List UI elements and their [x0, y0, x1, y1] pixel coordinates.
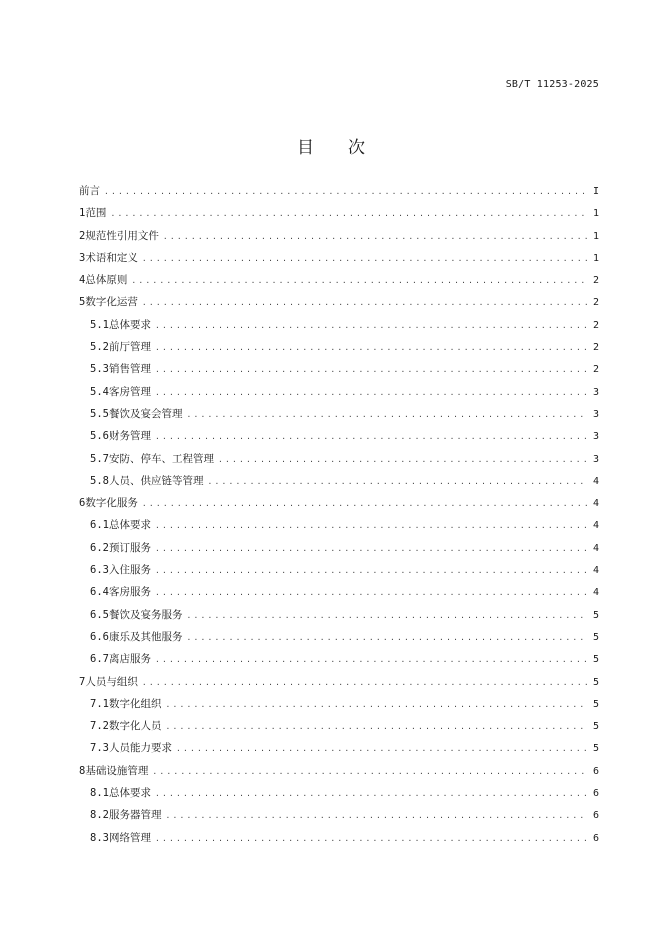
toc-leader-dots [155, 538, 587, 560]
toc-entry-page: 4 [592, 587, 599, 599]
toc-entry[interactable] [79, 470, 599, 492]
toc-entry-label: 客房管理 [108, 385, 151, 398]
toc-entry-page: 5 [592, 698, 599, 710]
toc-leader-dots [155, 337, 587, 359]
toc-leader-dots [218, 449, 587, 471]
toc-entry[interactable] [79, 782, 599, 804]
toc-entry-number: 6.7 [90, 653, 109, 666]
toc-entry-label: 安防、停车、工程管理 [108, 452, 214, 465]
toc-entry-page: 2 [592, 297, 599, 309]
toc-entry-number: 8 [79, 764, 86, 777]
toc-entry[interactable] [79, 403, 599, 425]
toc-entry-label: 网络管理 [108, 831, 151, 844]
toc-entry-page: 2 [592, 275, 599, 287]
toc-entry-number: 1 [79, 207, 86, 220]
toc-entry-number: 8.3 [90, 831, 109, 844]
toc-entry-page: 3 [592, 408, 599, 420]
toc-entry-label: 前言 [79, 185, 100, 197]
toc-entry[interactable] [79, 537, 599, 559]
toc-entry-number: 6.3 [90, 564, 109, 577]
toc-entry-label: 数字化人员 [108, 720, 162, 733]
toc-entry[interactable] [79, 314, 599, 336]
toc-leader-dots [155, 382, 587, 404]
toc-entry[interactable] [79, 760, 599, 782]
toc-leader-dots [155, 582, 587, 604]
toc-entry-page: 2 [592, 319, 599, 331]
toc-entry-number: 7.1 [90, 697, 109, 710]
toc-entry-number: 5.7 [90, 452, 109, 465]
toc-entry-page: 6 [592, 832, 599, 844]
toc-entry-label: 基础设施管理 [85, 764, 149, 777]
toc-leader-dots [163, 226, 587, 248]
toc-entry-label: 客房服务 [108, 586, 151, 599]
toc-entry-page: 4 [592, 565, 599, 577]
toc-entry-label: 术语和定义 [85, 251, 138, 264]
toc-entry[interactable] [79, 381, 599, 403]
toc-entry-number: 7.2 [90, 720, 109, 733]
table-of-contents [79, 180, 599, 849]
toc-entry-label: 人员能力要求 [108, 742, 172, 755]
toc-entry-number: 6.1 [90, 519, 109, 532]
toc-entry-number: 8.2 [90, 809, 109, 822]
toc-entry[interactable] [79, 202, 599, 224]
page-title: 目次 [297, 138, 399, 158]
toc-entry-page: 3 [592, 453, 599, 465]
toc-entry-page: 5 [592, 743, 599, 755]
toc-entry-number: 6.6 [90, 630, 109, 643]
toc-leader-dots [142, 672, 587, 694]
toc-leader-dots [155, 828, 587, 850]
toc-entry-label: 入住服务 [108, 564, 151, 577]
toc-leader-dots [207, 471, 587, 493]
toc-entry-label: 总体要求 [108, 318, 151, 331]
toc-leader-dots [142, 248, 587, 270]
toc-entry-number: 5.1 [90, 318, 109, 331]
toc-entry-label: 离店服务 [108, 653, 151, 666]
toc-entry[interactable] [79, 425, 599, 447]
toc-leader-dots [104, 181, 587, 203]
toc-entry[interactable] [79, 291, 599, 313]
toc-entry-number: 6.5 [90, 608, 109, 621]
standard-code: SB/T 11253-2025 [505, 79, 599, 90]
toc-entry-label: 销售管理 [108, 363, 151, 376]
toc-leader-dots [155, 315, 587, 337]
toc-entry-page: 2 [592, 342, 599, 354]
toc-entry-page: 1 [592, 230, 599, 242]
toc-entry-number: 5 [79, 296, 86, 309]
toc-leader-dots [155, 649, 587, 671]
toc-entry[interactable] [79, 626, 599, 648]
toc-entry-label: 范围 [85, 207, 107, 220]
toc-leader-dots [176, 738, 587, 760]
toc-entry-page: 5 [592, 676, 599, 688]
toc-entry-label: 康乐及其他服务 [108, 630, 183, 643]
toc-entry[interactable] [79, 715, 599, 737]
toc-leader-dots [155, 560, 587, 582]
toc-entry[interactable] [79, 604, 599, 626]
toc-entry-label: 前厅管理 [108, 341, 151, 354]
toc-entry-label: 餐饮及宴会管理 [108, 407, 183, 420]
toc-entry-label: 餐饮及宴务服务 [108, 608, 183, 621]
toc-entry-page: 4 [592, 498, 599, 510]
toc-entry[interactable] [79, 559, 599, 581]
toc-entry-number: 6.4 [90, 586, 109, 599]
toc-leader-dots [186, 605, 587, 627]
toc-entry-label: 财务管理 [108, 430, 151, 443]
toc-entry-number: 4 [79, 274, 86, 287]
toc-entry-label: 人员、供应链等管理 [108, 474, 204, 487]
toc-leader-dots [165, 694, 587, 716]
toc-entry-label: 规范性引用文件 [85, 229, 159, 242]
toc-entry-number: 5.4 [90, 385, 109, 398]
toc-entry-page: 1 [592, 252, 599, 264]
toc-entry-label: 服务器管理 [108, 809, 162, 822]
toc-entry-number: 5.6 [90, 430, 109, 443]
toc-entry-page: 5 [592, 721, 599, 733]
toc-entry[interactable] [79, 336, 599, 358]
toc-entry[interactable] [79, 514, 599, 536]
toc-entry[interactable] [79, 671, 599, 693]
toc-entry-label: 预订服务 [108, 541, 151, 554]
toc-entry-number: 7 [79, 675, 86, 688]
toc-entry[interactable] [79, 492, 599, 514]
toc-entry[interactable] [79, 180, 599, 202]
toc-leader-dots [186, 627, 587, 649]
toc-entry-label: 总体要求 [108, 787, 151, 800]
toc-entry-page: 6 [592, 788, 599, 800]
toc-entry-number: 5.2 [90, 341, 109, 354]
toc-entry-page: 1 [592, 208, 599, 220]
toc-entry-number: 7.3 [90, 742, 109, 755]
toc-entry-label: 人员与组织 [85, 675, 138, 688]
toc-entry[interactable] [79, 693, 599, 715]
toc-entry[interactable] [79, 358, 599, 380]
toc-entry-number: 5.3 [90, 363, 109, 376]
toc-entry-page: 3 [592, 386, 599, 398]
toc-leader-dots [155, 783, 587, 805]
toc-entry-page: 5 [592, 631, 599, 643]
toc-entry-number: 8.1 [90, 787, 109, 800]
toc-entry-number: 5.5 [90, 407, 109, 420]
toc-leader-dots [131, 270, 587, 292]
toc-entry-page: 6 [592, 810, 599, 822]
toc-entry-page: 5 [592, 654, 599, 666]
toc-leader-dots [155, 359, 587, 381]
toc-entry[interactable] [79, 225, 599, 247]
toc-entry[interactable] [79, 247, 599, 269]
toc-entry-label: 总体原则 [85, 274, 128, 287]
toc-entry-page: 4 [592, 520, 599, 532]
toc-entry-number: 3 [79, 251, 86, 264]
toc-entry-page: 4 [592, 475, 599, 487]
toc-entry-label: 数字化运营 [85, 296, 138, 309]
toc-leader-dots [142, 292, 587, 314]
toc-leader-dots [165, 716, 587, 738]
toc-entry-label: 数字化服务 [85, 497, 138, 510]
toc-entry-page: I [592, 186, 599, 197]
toc-entry-page: 2 [592, 364, 599, 376]
toc-leader-dots [165, 805, 587, 827]
toc-entry[interactable] [79, 448, 599, 470]
toc-entry[interactable] [79, 581, 599, 603]
toc-entry-page: 6 [592, 765, 599, 777]
toc-entry[interactable] [79, 827, 599, 849]
toc-leader-dots [186, 404, 587, 426]
toc-entry-label: 总体要求 [108, 519, 151, 532]
toc-entry[interactable] [79, 737, 599, 759]
toc-entry-number: 2 [79, 229, 86, 242]
toc-entry-number: 6 [79, 497, 86, 510]
toc-entry-label: 数字化组织 [108, 697, 162, 710]
toc-leader-dots [155, 426, 587, 448]
toc-leader-dots [110, 203, 587, 225]
toc-entry[interactable] [79, 804, 599, 826]
toc-leader-dots [155, 515, 587, 537]
toc-entry[interactable] [79, 648, 599, 670]
toc-leader-dots [152, 761, 587, 783]
toc-entry[interactable] [79, 269, 599, 291]
toc-entry-page: 3 [592, 431, 599, 443]
toc-entry-page: 4 [592, 542, 599, 554]
toc-entry-number: 6.2 [90, 541, 109, 554]
toc-entry-number: 5.8 [90, 474, 109, 487]
toc-leader-dots [142, 493, 587, 515]
toc-entry-page: 5 [592, 609, 599, 621]
